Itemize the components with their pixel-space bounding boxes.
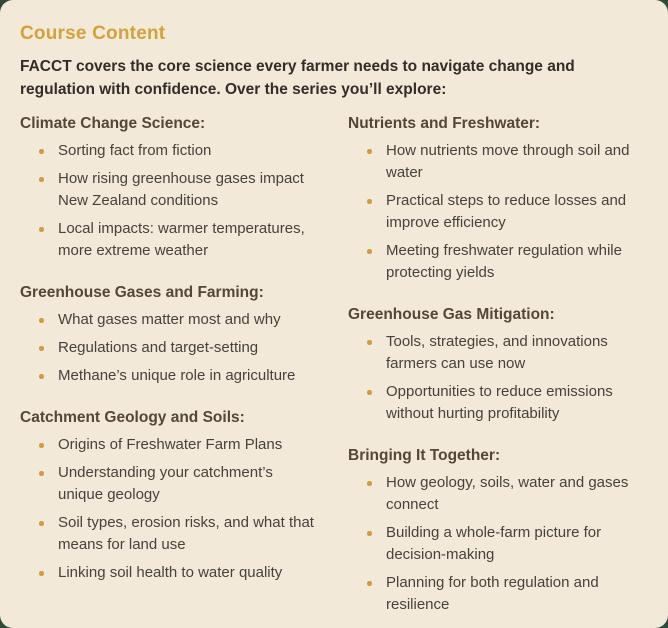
section-heading: Catchment Geology and Soils:: [20, 409, 245, 426]
bullet-list: [348, 140, 648, 284]
two-column-layout: [20, 113, 648, 616]
bullet-list: [20, 140, 320, 262]
course-section: [20, 282, 320, 387]
bullet-item: Tools, strategies, and innovations farmers can use now: [348, 331, 648, 375]
left-column: [20, 113, 320, 616]
bullet-list: [20, 309, 320, 387]
bullet-item: Origins of Freshwater Farm Plans: [20, 434, 320, 456]
course-section: [348, 113, 648, 284]
bullet-item: How geology, soils, water and gases connect: [348, 472, 648, 516]
bullet-item: Sorting fact from fiction: [20, 140, 320, 162]
intro-text: FACCT covers the core science every farmer needs to navigate change and regulation with confidence. Over the series you’ll explore:: [20, 58, 575, 98]
bullet-item: Soil types, erosion risks, and what that means for land use: [20, 512, 320, 556]
course-section: [20, 407, 320, 584]
bullet-list: [348, 472, 648, 616]
bullet-item: Building a whole-farm picture for decision-making: [348, 522, 648, 566]
section-heading: Greenhouse Gases and Farming:: [20, 284, 264, 301]
course-section: [348, 304, 648, 425]
bullet-item: How rising greenhouse gases impact New Zealand conditions: [20, 168, 320, 212]
bullet-item: Local impacts: warmer temperatures, more extreme weather: [20, 218, 320, 262]
bullet-list: [348, 331, 648, 425]
section-heading: Nutrients and Freshwater:: [348, 115, 541, 132]
course-section: [20, 113, 320, 262]
bullet-item: Practical steps to reduce losses and improve efficiency: [348, 190, 648, 234]
page-title: Course Content: [20, 23, 166, 44]
bullet-item: Planning for both regulation and resilience: [348, 572, 648, 616]
bullet-item: Opportunities to reduce emissions without hurting profitability: [348, 381, 648, 425]
bullet-item: Methane’s unique role in agriculture: [20, 365, 320, 387]
bullet-item: Regulations and target-setting: [20, 337, 320, 359]
course-section: [348, 445, 648, 616]
right-column: [348, 113, 648, 616]
section-heading: Greenhouse Gas Mitigation:: [348, 306, 555, 323]
bullet-item: Meeting freshwater regulation while protecting yields: [348, 240, 648, 284]
bullet-item: Understanding your catchment’s unique geology: [20, 462, 320, 506]
bullet-item: How nutrients move through soil and water: [348, 140, 648, 184]
section-heading: Bringing It Together:: [348, 447, 501, 464]
section-heading: Climate Change Science:: [20, 115, 206, 132]
bullet-item: What gases matter most and why: [20, 309, 320, 331]
bullet-item: Linking soil health to water quality: [20, 562, 320, 584]
bullet-list: [20, 434, 320, 584]
